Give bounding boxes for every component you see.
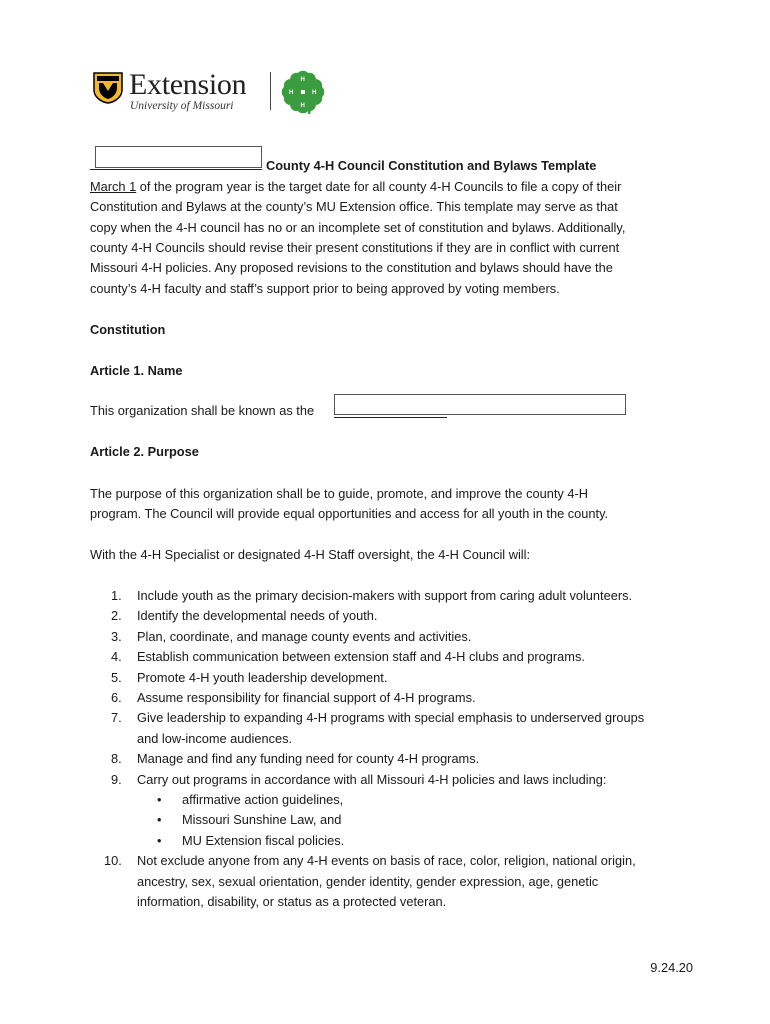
list-item: 10. Not exclude anyone from any 4-H events on basis of race, color, religion, national origin, ancestry, sex, sexual orientation, gender identity, gender expression, age, genetic information, disability, or status as a protected veteran. bbox=[104, 853, 636, 910]
list-item: 8. Manage and find any funding need for county 4-H programs. bbox=[111, 751, 480, 767]
list-item: 5. Promote 4-H youth leadership development. bbox=[111, 669, 388, 685]
target-date: March 1 bbox=[90, 179, 137, 194]
purpose-line-2: program. The Council will provide equal opportunities and access for all youth in the county. bbox=[90, 506, 609, 521]
list-item: 6. Assume responsibility for financial support of 4-H programs. bbox=[111, 690, 476, 706]
intro-line-2: Constitution and Bylaws at the county’s MU Extension office. This template may serve as that bbox=[90, 199, 618, 214]
sub-list-item: • MU Extension fiscal policies. bbox=[157, 832, 345, 848]
mu-tiger-shield-icon bbox=[93, 72, 123, 104]
university-wordmark: University of Missouri bbox=[130, 100, 234, 112]
extension-wordmark: Extension bbox=[129, 68, 247, 101]
policy-sublist bbox=[137, 790, 644, 851]
council-duties-list bbox=[104, 586, 645, 913]
county-name-underline bbox=[90, 169, 262, 170]
svg-text:H: H bbox=[289, 90, 294, 96]
list-item: 7. Give leadership to expanding 4-H programs with special emphasis to underserved groups and low-income audiences. bbox=[111, 710, 645, 746]
4h-clover-icon bbox=[279, 68, 327, 116]
revision-date: 9.24.20 bbox=[650, 960, 693, 975]
list-item: 1. Include youth as the primary decision-makers with support from caring adult volunteers. bbox=[111, 588, 633, 603]
list-item: 3. Plan, coordinate, and manage county events and activities. bbox=[111, 628, 472, 644]
sub-list-item: • Missouri Sunshine Law, and bbox=[157, 812, 342, 828]
intro-line-1: March 1 of the program year is the target date for all county 4-H Councils to file a copy of their bbox=[90, 179, 622, 194]
list-item: 2. Identify the developmental needs of youth. bbox=[111, 608, 378, 624]
logo-divider bbox=[270, 72, 271, 110]
svg-text:H: H bbox=[312, 90, 317, 96]
list-item: 9. Carry out programs in accordance with all Missouri 4-H policies and laws including: • affirmative action guidelines, • Missouri Sunshine Law, and • MU Extension fiscal policies. bbox=[111, 770, 644, 852]
intro-line-6: county’s 4-H faculty and staff’s support prior to being approved by voting members. bbox=[90, 281, 560, 296]
intro-line-3: copy when the 4-H council has no or an incomplete set of constitution and bylaws. Additionally, bbox=[90, 220, 626, 235]
intro-line-5: Missouri 4-H policies. Any proposed revisions to the constitution and bylaws should have the bbox=[90, 260, 613, 275]
county-name-field[interactable] bbox=[95, 146, 262, 168]
article-2-heading: Article 2. Purpose bbox=[90, 444, 199, 459]
document-title: County 4-H Council Constitution and Bylaws Template bbox=[266, 158, 597, 173]
constitution-heading: Constitution bbox=[90, 322, 166, 337]
article-1-text: This organization shall be known as the bbox=[90, 403, 315, 418]
organization-name-underline bbox=[334, 417, 447, 418]
article-1-heading: Article 1. Name bbox=[90, 363, 183, 378]
svg-text:H: H bbox=[300, 77, 305, 83]
svg-text:H: H bbox=[300, 103, 305, 109]
sub-list-item: • affirmative action guidelines, bbox=[157, 792, 344, 808]
mu-extension-logo bbox=[93, 68, 353, 118]
purpose-line-1: The purpose of this organization shall be to guide, promote, and improve the county 4-H bbox=[90, 486, 588, 501]
oversight-text: With the 4-H Specialist or designated 4-H Staff oversight, the 4-H Council will: bbox=[90, 547, 531, 562]
organization-name-field[interactable] bbox=[334, 394, 626, 415]
list-item: 4. Establish communication between extension staff and 4-H clubs and programs. bbox=[111, 649, 585, 665]
intro-line-4: county 4-H Councils should revise their present constitutions if they are in conflict with current bbox=[90, 240, 620, 255]
